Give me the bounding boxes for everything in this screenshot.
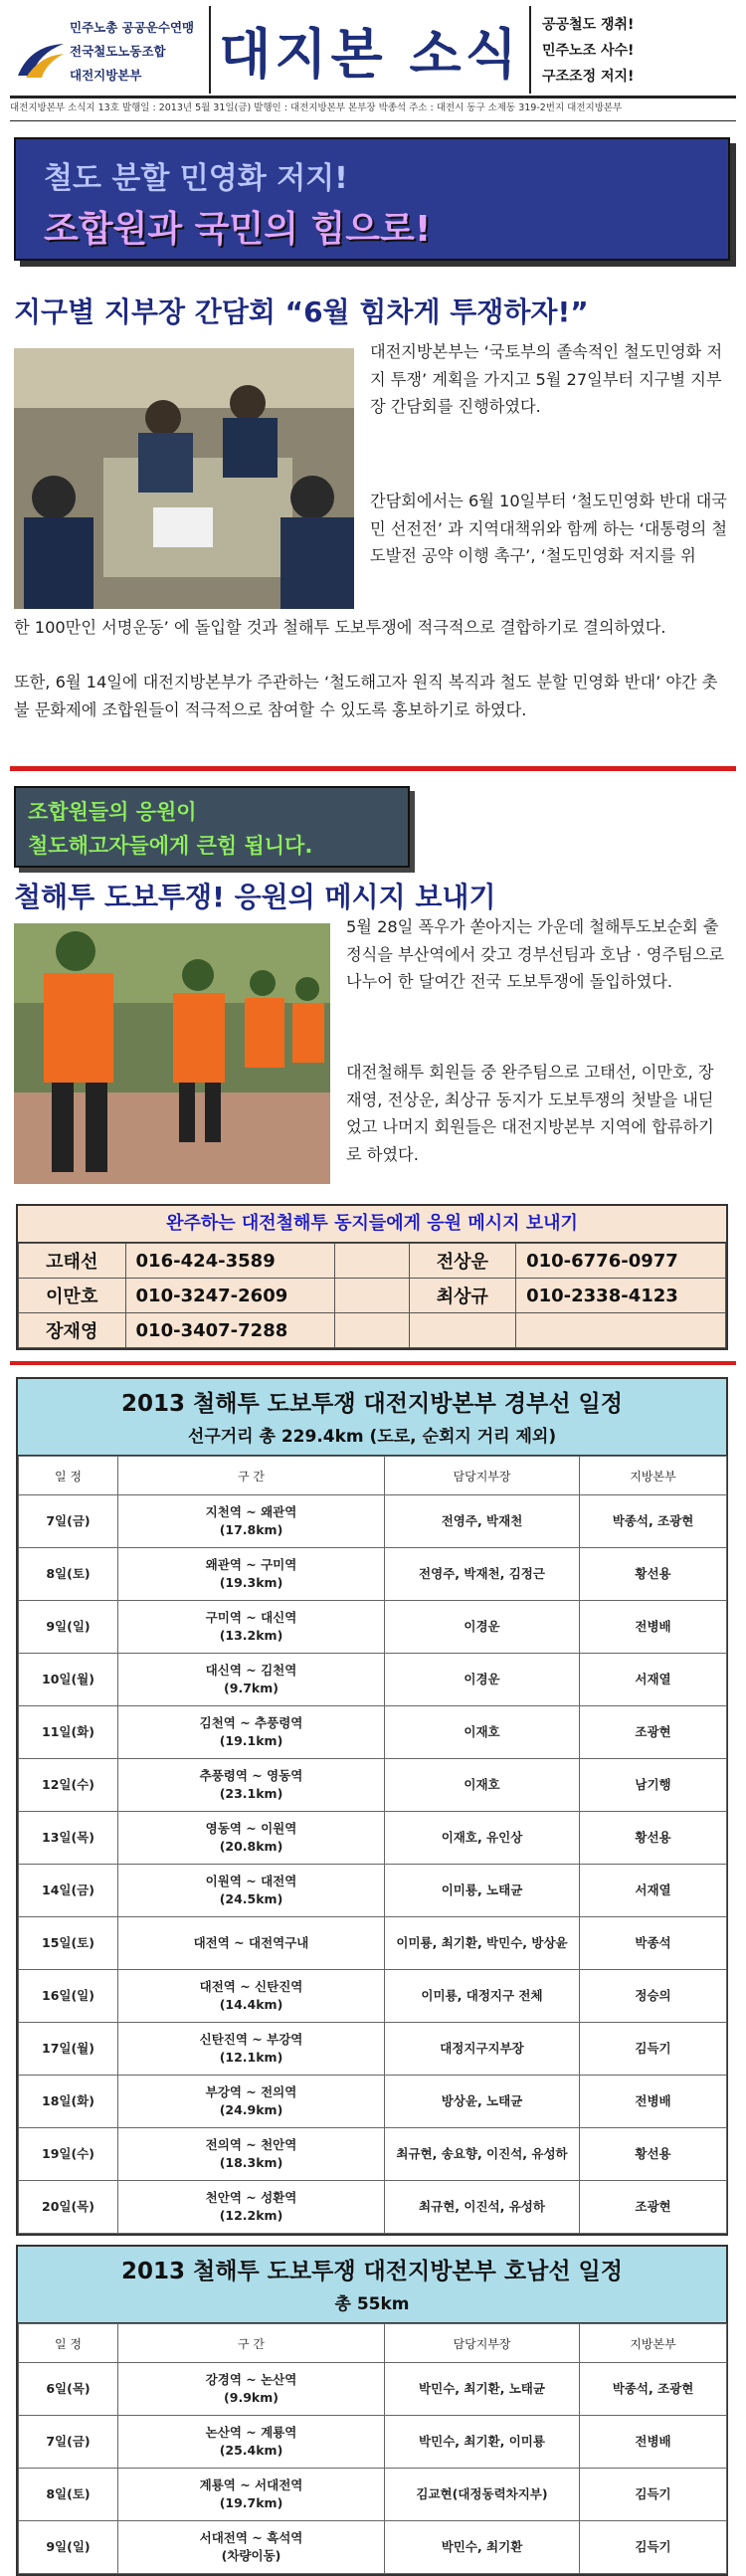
schedule-day: 6일(목) xyxy=(19,2363,118,2416)
schedule-distance: (24.9km) xyxy=(219,2102,283,2117)
schedule-section: 전의역 ~ 천안역 xyxy=(205,2137,297,2152)
schedule-day: 18일(화) xyxy=(19,2076,118,2128)
schedule-section-cell xyxy=(118,2521,385,2574)
schedule-leaders: 최규현, 이진석, 유성하 xyxy=(385,2181,580,2234)
schedule-day: 7일(금) xyxy=(19,2416,118,2469)
schedule-section: 구미역 ~ 대신역 xyxy=(205,1610,297,1625)
masthead-title: 대지본 소식 xyxy=(209,6,531,94)
schedule-section: 부강역 ~ 전의역 xyxy=(205,2084,297,2099)
member-name: 장재영 xyxy=(19,1313,126,1348)
schedule-distance: (19.3km) xyxy=(219,1575,283,1590)
schedule-day: 14일(금) xyxy=(19,1865,118,1917)
schedule-section-cell xyxy=(118,1495,385,1548)
issue-info-bar: 대전지방본부 소식지 13호 발행일 : 2013년 5월 31일(금) 발행인 : 대전지방본부 본부장 박종석 주소 : 대전시 동구 소제동 319-2번지 대전지방본부 xyxy=(10,96,736,121)
schedule-leaders: 박민수, 최기환 xyxy=(385,2521,580,2574)
schedule-section: 대신역 ~ 김천역 xyxy=(205,1663,297,1678)
schedule-row xyxy=(19,1759,727,1812)
support-row xyxy=(19,1313,726,1348)
schedule-section-cell xyxy=(118,1812,385,1865)
schedule-section-cell xyxy=(118,1865,385,1917)
schedule-section-cell xyxy=(118,2416,385,2469)
schedule-section: 신탄진역 ~ 부강역 xyxy=(199,2032,303,2047)
schedule-hq: 김득기 xyxy=(580,2023,727,2076)
schedule-section-cell xyxy=(118,2363,385,2416)
schedule-hq: 서재열 xyxy=(580,1865,727,1917)
schedule-leaders: 이재호, 유인상 xyxy=(385,1812,580,1865)
member-name: 이만호 xyxy=(19,1279,126,1313)
schedule-section: 이원역 ~ 대전역 xyxy=(205,1874,297,1888)
schedule-day: 8일(토) xyxy=(19,2469,118,2521)
schedule-leaders: 이미룡, 대정지구 전체 xyxy=(385,1970,580,2023)
schedule-leaders: 이경운 xyxy=(385,1601,580,1654)
banner-line-2: 조합원과 국민의 힘으로! xyxy=(44,209,432,250)
schedule-distance: (차량이동) xyxy=(221,2548,281,2563)
schedule-section: 대전역 ~ 신탄진역 xyxy=(199,1979,303,1994)
slogan-2: 민주노조 사수! xyxy=(542,43,635,59)
schedule-leaders: 김교현(대정동력차지부) xyxy=(385,2469,580,2521)
schedule-day: 12일(수) xyxy=(19,1759,118,1812)
schedule-hq: 정승의 xyxy=(580,1970,727,2023)
honam-subtitle: 총 55km xyxy=(334,2294,410,2314)
honam-title: 2013 철해투 도보투쟁 대전지방본부 호남선 일정 xyxy=(121,2259,623,2284)
column-header: 지방본부 xyxy=(580,1457,727,1495)
schedule-distance: (24.5km) xyxy=(219,1891,283,1906)
schedule-row xyxy=(19,1706,727,1759)
logo-line-1: 민주노총 공공운수연맹 xyxy=(70,20,195,35)
member-name: 고태선 xyxy=(19,1244,126,1279)
schedule-hq: 조광현 xyxy=(580,2181,727,2234)
slogan-3: 구조조정 저지! xyxy=(542,69,635,85)
schedule-hq: 김득기 xyxy=(580,2469,727,2521)
gyeongbu-title: 2013 철해투 도보투쟁 대전지방본부 경부선 일정 xyxy=(121,1391,623,1417)
schedule-section-cell xyxy=(118,1917,385,1970)
section-divider xyxy=(10,766,736,771)
schedule-section: 추풍령역 ~ 영동역 xyxy=(199,1768,303,1783)
column-header: 일 정 xyxy=(19,1457,118,1495)
schedule-leaders: 이미룡, 최기환, 박민수, 방상윤 xyxy=(385,1917,580,1970)
schedule-row xyxy=(19,2128,727,2181)
column-header: 지방본부 xyxy=(580,2324,727,2363)
schedule-leaders: 이재호 xyxy=(385,1759,580,1812)
schedule-section: 강경역 ~ 논산역 xyxy=(205,2372,297,2387)
schedule-leaders: 최규현, 송요향, 이진석, 유성하 xyxy=(385,2128,580,2181)
article2-paragraph-1: 5월 28일 폭우가 쏟아지는 가운데 철해투도보순회 출정식을 부산역에서 갖고 경부선팀과 호남 · 영주팀으로 나누어 한 달여간 전국 도보투쟁에 돌입하였다. xyxy=(346,917,725,991)
headline-banner xyxy=(14,137,730,261)
schedule-row xyxy=(19,1970,727,2023)
schedule-row xyxy=(19,2469,727,2521)
schedule-day: 7일(금) xyxy=(19,1495,118,1548)
schedule-section: 김천역 ~ 추풍령역 xyxy=(199,1715,303,1730)
schedule-row xyxy=(19,1495,727,1548)
schedule-section-cell xyxy=(118,1601,385,1654)
column-header: 구 간 xyxy=(118,2324,385,2363)
schedule-row xyxy=(19,1812,727,1865)
schedule-hq: 조광현 xyxy=(580,1706,727,1759)
support-caption: 완주하는 대전철해투 동지들에게 응원 메시지 보내기 xyxy=(18,1206,726,1243)
schedule-distance: (19.7km) xyxy=(219,2495,283,2510)
schedule-row xyxy=(19,1548,727,1601)
member-phone: 016-424-3589 xyxy=(125,1244,335,1279)
schedule-distance: (13.2km) xyxy=(219,1628,283,1643)
support-banner-line-1: 조합원들의 응원이 xyxy=(28,800,197,824)
member-phone: 010-2338-4123 xyxy=(516,1279,726,1313)
logo-line-2: 전국철도노동조합 xyxy=(70,44,166,59)
schedule-section-cell xyxy=(118,2181,385,2234)
schedule-row xyxy=(19,1917,727,1970)
schedule-row xyxy=(19,1601,727,1654)
schedule-section: 대전역 ~ 대전역구내 xyxy=(193,1935,309,1950)
empty-cell xyxy=(335,1279,409,1313)
article2-heading: 철해투 도보투쟁! 응원의 메시지 보내기 xyxy=(14,881,496,913)
schedule-leaders: 박민수, 최기환, 이미룡 xyxy=(385,2416,580,2469)
schedule-section-cell xyxy=(118,1706,385,1759)
section-divider-2 xyxy=(10,1361,736,1365)
meeting-photo xyxy=(14,348,354,609)
article2-paragraph-2: 대전철해투 회원들 중 완주팀으로 고태선, 이만호, 장재영, 전상운, 최상규 동지가 도보투쟁의 첫발을 내딛었고 나머지 회원들은 대전지방본부 지역에 합류하기로 하였다. xyxy=(346,1063,714,1164)
schedule-distance: (17.8km) xyxy=(219,1522,283,1537)
empty-cell xyxy=(335,1313,409,1348)
schedule-row xyxy=(19,2416,727,2469)
article1-heading: 지구별 지부장 간담회 “6월 힘차게 투쟁하자!” xyxy=(14,296,589,328)
member-phone: 010-3247-2609 xyxy=(125,1279,335,1313)
schedule-row xyxy=(19,2023,727,2076)
gyeongbu-schedule xyxy=(16,1377,728,2236)
schedule-hq: 전병배 xyxy=(580,2076,727,2128)
schedule-distance: (9.9km) xyxy=(224,2390,279,2405)
schedule-row xyxy=(19,1865,727,1917)
schedule-section-cell xyxy=(118,2023,385,2076)
schedule-distance: (14.4km) xyxy=(219,1997,283,2012)
schedule-section-cell xyxy=(118,1548,385,1601)
schedule-section: 왜관역 ~ 구미역 xyxy=(205,1557,297,1572)
schedule-hq: 남기행 xyxy=(580,1759,727,1812)
support-banner xyxy=(14,786,410,868)
banner-line-1: 철도 분할 민영화 저지! xyxy=(44,161,348,196)
schedule-section-cell xyxy=(118,1654,385,1706)
slogans xyxy=(542,12,741,90)
schedule-section-cell xyxy=(118,2076,385,2128)
column-header: 구 간 xyxy=(118,1457,385,1495)
schedule-day: 15일(토) xyxy=(19,1917,118,1970)
schedule-section-cell xyxy=(118,1759,385,1812)
member-phone: 010-6776-0977 xyxy=(516,1244,726,1279)
schedule-leaders: 박민수, 최기환, 노태균 xyxy=(385,2363,580,2416)
schedule-distance: (20.8km) xyxy=(219,1839,283,1854)
empty-cell xyxy=(335,1244,409,1279)
schedule-distance: (12.1km) xyxy=(219,2050,283,2065)
gyeongbu-subtitle: 선구거리 총 229.4km (도로, 순회지 거리 제외) xyxy=(187,1427,557,1447)
support-row xyxy=(19,1244,726,1279)
member-name: 전상운 xyxy=(409,1244,516,1279)
schedule-hq: 전병배 xyxy=(580,1601,727,1654)
schedule-section: 천안역 ~ 성환역 xyxy=(205,2190,297,2205)
union-logo-icon xyxy=(16,40,66,80)
schedule-day: 19일(수) xyxy=(19,2128,118,2181)
member-name xyxy=(409,1313,516,1348)
slogan-1: 공공철도 쟁취! xyxy=(542,17,635,33)
schedule-day: 11일(화) xyxy=(19,1706,118,1759)
schedule-leaders: 전영주, 박재천, 김정근 xyxy=(385,1548,580,1601)
column-header: 일 정 xyxy=(19,2324,118,2363)
schedule-leaders: 대정지구지부장 xyxy=(385,2023,580,2076)
article1-paragraph-1: 대전지방본부는 ‘국토부의 졸속적인 철도민영화 저지 투쟁’ 계획을 가지고 5월 27일부터 지구별 지부장 간담회를 진행하였다. xyxy=(370,342,723,416)
schedule-leaders: 이재호 xyxy=(385,1706,580,1759)
support-banner-line-2: 철도해고자들에게 큰힘 됩니다. xyxy=(28,834,313,858)
schedule-hq: 박종석 xyxy=(580,1917,727,1970)
column-header: 담당지부장 xyxy=(385,1457,580,1495)
schedule-row xyxy=(19,2363,727,2416)
member-phone xyxy=(516,1313,726,1348)
logo-line-3: 대전지방본부 xyxy=(70,68,142,83)
schedule-hq: 황선용 xyxy=(580,1548,727,1601)
member-phone: 010-3407-7288 xyxy=(125,1313,335,1348)
schedule-section: 계룡역 ~ 서대전역 xyxy=(199,2477,303,2492)
schedule-day: 9일(일) xyxy=(19,1601,118,1654)
schedule-day: 20일(목) xyxy=(19,2181,118,2234)
article1-paragraph-3: 또한, 6월 14일에 대전지방본부가 주관하는 ‘철도해고자 원직 복직과 철도 분할 민영화 반대’ 야간 촛불 문화제에 조합원들이 적극적으로 참여할 수 있도록 홍보하기로 하였다. xyxy=(14,673,718,719)
support-row xyxy=(19,1279,726,1313)
schedule-distance: (9.7km) xyxy=(224,1681,279,1695)
schedule-section: 영동역 ~ 이원역 xyxy=(205,1821,297,1836)
member-name: 최상규 xyxy=(409,1279,516,1313)
schedule-day: 16일(일) xyxy=(19,1970,118,2023)
support-contacts-table xyxy=(16,1204,728,1350)
schedule-row xyxy=(19,1654,727,1706)
schedule-leaders: 이경운 xyxy=(385,1654,580,1706)
schedule-hq: 황선용 xyxy=(580,2128,727,2181)
schedule-day: 17일(월) xyxy=(19,2023,118,2076)
schedule-hq: 서재열 xyxy=(580,1654,727,1706)
column-header: 담당지부장 xyxy=(385,2324,580,2363)
schedule-day: 8일(토) xyxy=(19,1548,118,1601)
march-photo xyxy=(14,923,330,1184)
schedule-distance: (25.4km) xyxy=(219,2443,283,2458)
article1-paragraph-2b: 한 100만인 서명운동’ 에 돌입할 것과 철해투 도보투쟁에 적극적으로 결합하기로 결의하였다. xyxy=(14,618,666,637)
schedule-distance: (23.1km) xyxy=(219,1786,283,1801)
schedule-leaders: 전영주, 박재천 xyxy=(385,1495,580,1548)
schedule-day: 13일(목) xyxy=(19,1812,118,1865)
schedule-row xyxy=(19,2521,727,2574)
schedule-distance: (12.2km) xyxy=(219,2208,283,2223)
schedule-day: 9일(일) xyxy=(19,2521,118,2574)
schedule-hq: 박종석, 조광현 xyxy=(580,2363,727,2416)
schedule-distance: (18.3km) xyxy=(219,2155,283,2170)
schedule-hq: 박종석, 조광현 xyxy=(580,1495,727,1548)
schedule-section: 논산역 ~ 계룡역 xyxy=(205,2425,297,2440)
schedule-distance: (19.1km) xyxy=(219,1733,283,1748)
schedule-section: 지천역 ~ 왜관역 xyxy=(205,1504,297,1519)
schedule-section: 서대전역 ~ 흑석역 xyxy=(199,2530,303,2545)
schedule-hq: 전병배 xyxy=(580,2416,727,2469)
honam-schedule xyxy=(16,2245,728,2576)
article1-paragraph-2a: 간담회에서는 6월 10일부터 ‘철도민영화 반대 대국민 선전전’ 과 지역대책위와 함께 하는 ‘대통령의 철도발전 공약 이행 촉구’, ‘철도민영화 저지를 위 xyxy=(370,492,728,565)
schedule-hq: 김득기 xyxy=(580,2521,727,2574)
schedule-leaders: 방상윤, 노태균 xyxy=(385,2076,580,2128)
schedule-hq: 황선용 xyxy=(580,1812,727,1865)
schedule-section-cell xyxy=(118,2469,385,2521)
schedule-section-cell xyxy=(118,2128,385,2181)
schedule-section-cell xyxy=(118,1970,385,2023)
schedule-day: 10일(월) xyxy=(19,1654,118,1706)
schedule-row xyxy=(19,2181,727,2234)
schedule-row xyxy=(19,2076,727,2128)
schedule-leaders: 이미룡, 노태균 xyxy=(385,1865,580,1917)
logo xyxy=(10,10,204,90)
